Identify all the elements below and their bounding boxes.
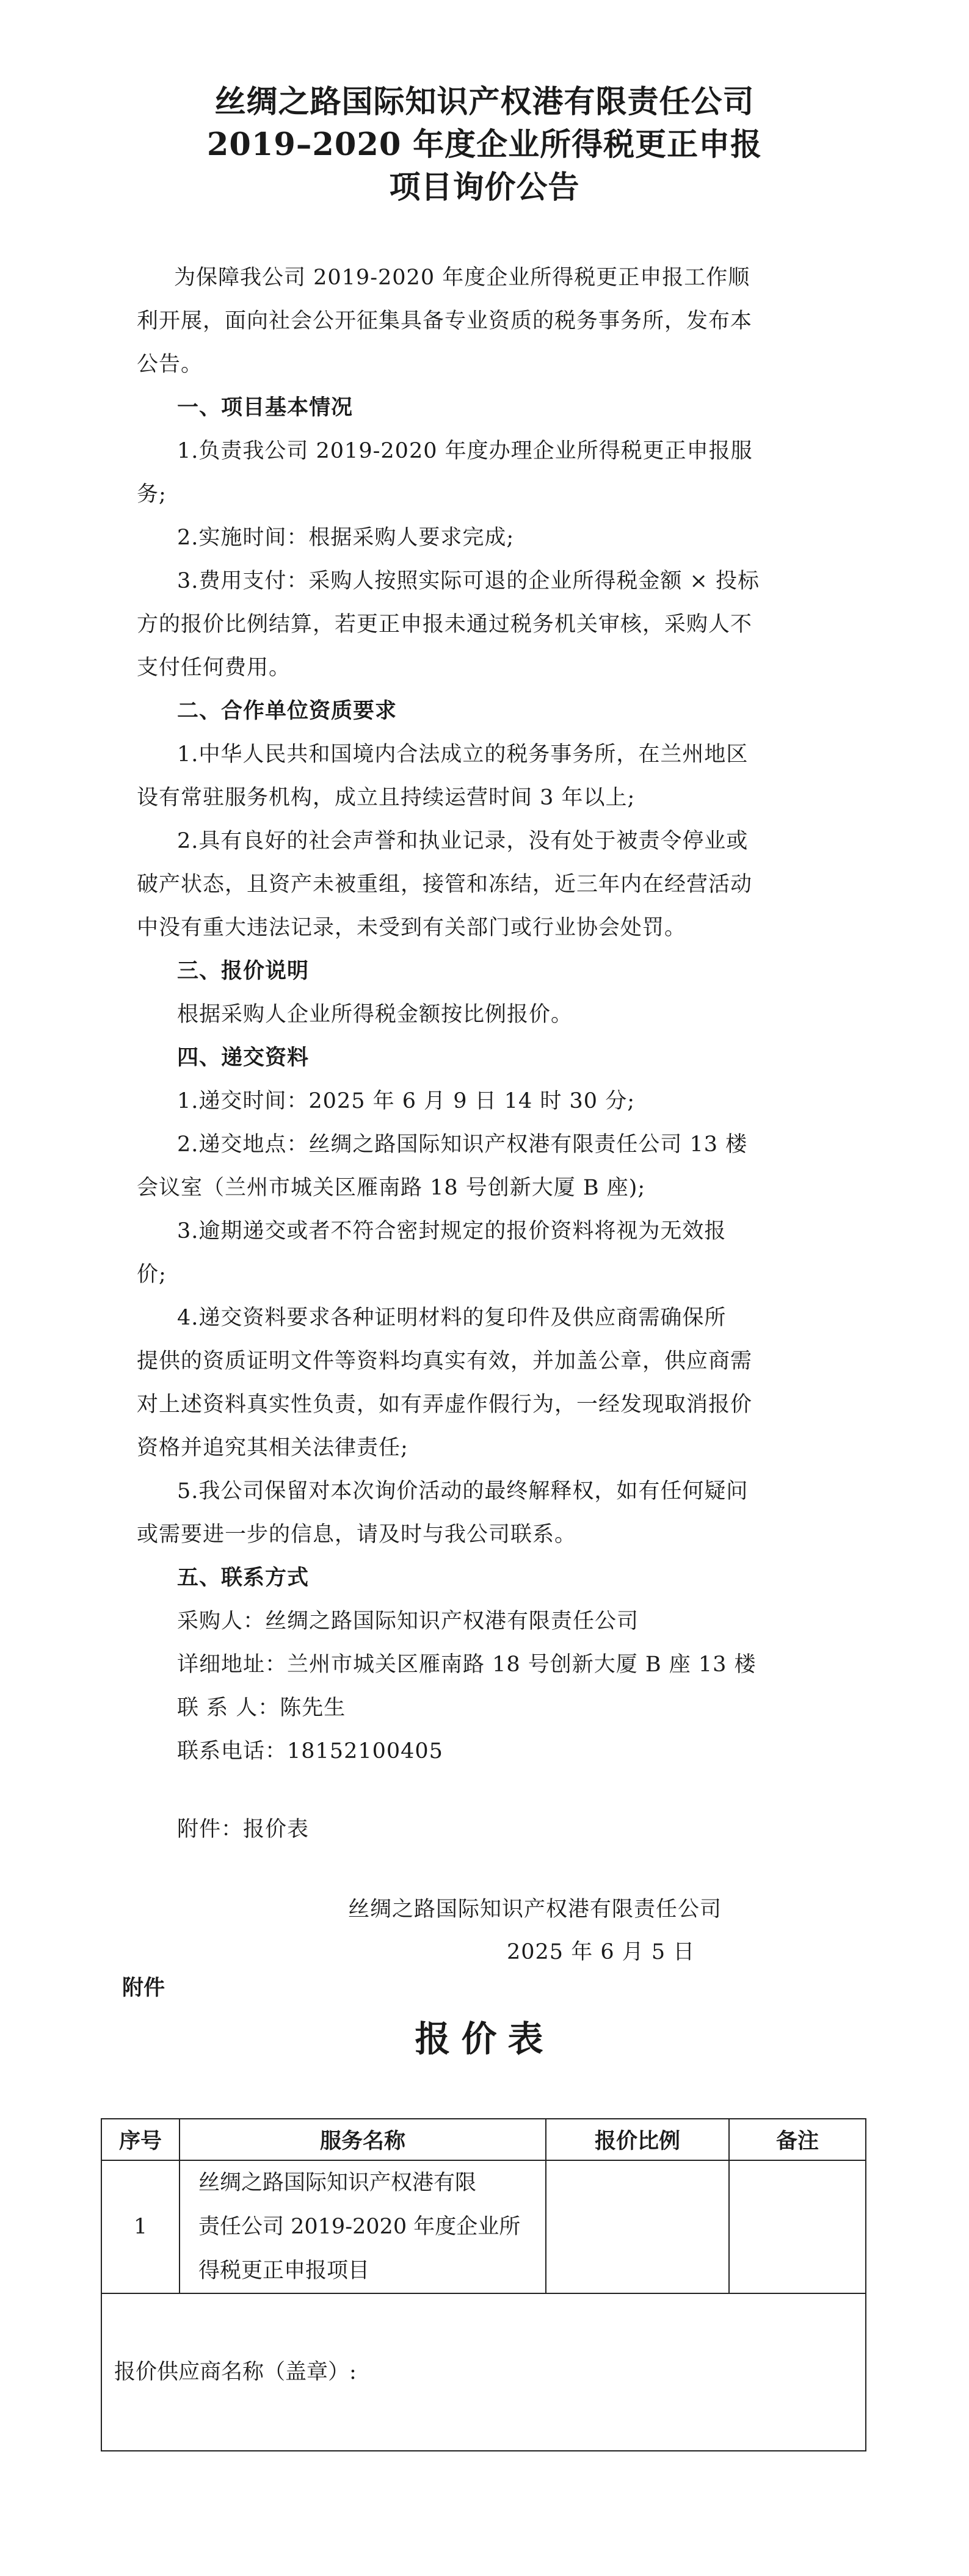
contact-person: 联 系 人：陈先生	[177, 1696, 346, 1720]
section1-item2: 2.实施时间：根据采购人要求完成;	[177, 526, 515, 550]
attachment-note: 附件：报价表	[177, 1817, 310, 1842]
intro-line-2: 利开展，面向社会公开征集具备专业资质的税务事务所，发布本	[137, 309, 753, 333]
section2-heading: 二、合作单位资质要求	[177, 699, 397, 723]
section1-item1-line1: 1.负责我公司 2019-2020 年度办理企业所得税更正申报服	[177, 439, 753, 463]
service-name-line-1: 丝绸之路国际知识产权港有限	[198, 2171, 477, 2195]
section5-heading: 五、联系方式	[177, 1566, 310, 1590]
section4-item4-line3: 对上述资料真实性负责，如有弄虚作假行为，一经发现取消报价	[137, 1392, 753, 1417]
section4-item2-line2: 会议室（兰州市城关区雁南路 18 号创新大厦 B 座);	[137, 1176, 646, 1200]
intro-line-1: 为保障我公司 2019-2020 年度企业所得税更正申报工作顺	[174, 266, 750, 290]
quote-table	[101, 2118, 866, 2451]
signature-company: 丝绸之路国际知识产权港有限责任公司	[348, 1897, 722, 1922]
appendix-label: 附件	[122, 1976, 165, 2000]
section4-item4-line1: 4.递交资料要求各种证明材料的复印件及供应商需确保所	[177, 1306, 727, 1330]
section1-item3-line1: 3.费用支付：采购人按照实际可退的企业所得税金额 × 投标	[177, 569, 760, 593]
intro-line-3: 公告。	[137, 352, 203, 377]
service-name-line-3: 得税更正申报项目	[198, 2259, 370, 2283]
cell-note[interactable]	[729, 2160, 866, 2293]
cell-service-name	[180, 2160, 546, 2293]
title-line-3: 项目询价公告	[389, 169, 580, 206]
section2-item2-line1: 2.具有良好的社会声誉和执业记录，没有处于被责令停业或	[177, 829, 749, 853]
table-row	[101, 2160, 866, 2293]
quote-table-header-row	[101, 2119, 866, 2160]
section1-item3-line3: 支付任何费用。	[137, 656, 291, 680]
section2-item1-line1: 1.中华人民共和国境内合法成立的税务事务所，在兰州地区	[177, 742, 749, 767]
column-header-service: 服务名称	[180, 2119, 546, 2160]
section4-item4-line4: 资格并追究其相关法律责任;	[137, 1436, 408, 1460]
column-header-note: 备注	[729, 2119, 866, 2160]
column-header-seq: 序号	[101, 2119, 180, 2160]
section1-item1-line2: 务;	[137, 482, 167, 507]
contact-buyer: 采购人：丝绸之路国际知识产权港有限责任公司	[177, 1609, 639, 1634]
section1-item3-line2: 方的报价比例结算，若更正申报未通过税务机关审核，采购人不	[137, 612, 753, 637]
section4-item3-line2: 价;	[137, 1262, 167, 1287]
title-line-2: 2019–2020 年度企业所得税更正申报	[206, 126, 763, 163]
section3-heading: 三、报价说明	[177, 959, 310, 983]
column-header-ratio: 报价比例	[546, 2119, 729, 2160]
section4-heading: 四、递交资料	[177, 1046, 310, 1070]
supplier-name-cell[interactable]	[101, 2293, 866, 2451]
cell-seq: 1	[101, 2160, 180, 2293]
title-line-1: 丝绸之路国际知识产权港有限责任公司	[214, 84, 755, 120]
supplier-name-label: 报价供应商名称（盖章）:	[114, 2360, 357, 2384]
section4-item4-line2: 提供的资质证明文件等资料均真实有效，并加盖公章，供应商需	[137, 1349, 753, 1373]
supplier-row	[101, 2293, 866, 2451]
section2-item2-line3: 中没有重大违法记录，未受到有关部门或行业协会处罚。	[137, 916, 687, 940]
signature-date: 2025 年 6 月 5 日	[507, 1940, 695, 1964]
section3-text: 根据采购人企业所得税金额按比例报价。	[177, 1002, 573, 1027]
contact-address: 详细地址：兰州市城关区雁南路 18 号创新大厦 B 座 13 楼	[177, 1652, 757, 1677]
section2-item1-line2: 设有常驻服务机构，成立且持续运营时间 3 年以上;	[137, 786, 636, 810]
contact-phone: 联系电话：18152100405	[177, 1739, 443, 1764]
section2-item2-line2: 破产状态，且资产未被重组，接管和冻结，近三年内在经营活动	[137, 872, 753, 897]
section4-item5-line2: 或需要进一步的信息，请及时与我公司联系。	[137, 1522, 577, 1547]
section4-item1: 1.递交时间：2025 年 6 月 9 日 14 时 30 分;	[177, 1089, 635, 1113]
cell-ratio[interactable]	[546, 2160, 729, 2293]
section1-heading: 一、项目基本情况	[177, 396, 354, 420]
service-name-line-2: 责任公司 2019-2020 年度企业所	[198, 2215, 521, 2239]
quote-table-title: 报价表	[415, 2018, 554, 2060]
section4-item2-line1: 2.递交地点：丝绸之路国际知识产权港有限责任公司 13 楼	[177, 1132, 748, 1157]
section4-item5-line1: 5.我公司保留对本次询价活动的最终解释权，如有任何疑问	[177, 1479, 749, 1503]
section4-item3-line1: 3.逾期递交或者不符合密封规定的报价资料将视为无效报	[177, 1219, 727, 1243]
